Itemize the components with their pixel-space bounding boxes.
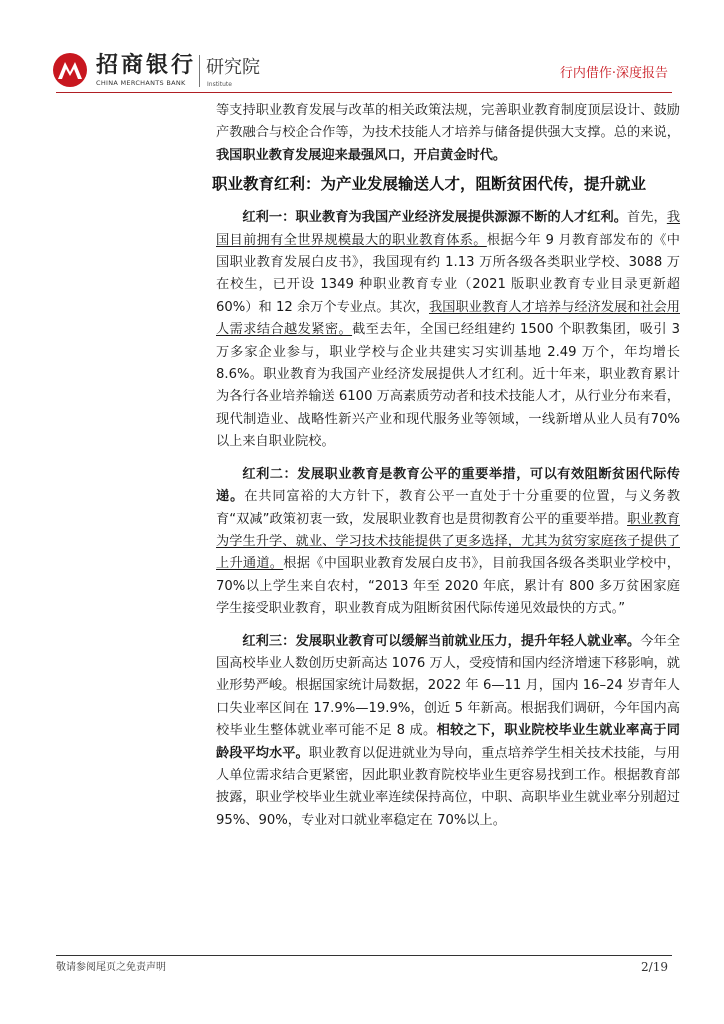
section-title: 职业教育红利：为产业发展输送人才，阻断贫困代传，提升就业 — [212, 175, 647, 194]
brand-name-en: CHINA MERCHANTS BANK — [96, 79, 186, 87]
dividend-2-underline-1: 职业教育为学生升学、就业、学习技术技能提供了更多选择，尤其为贫穷家庭孩子提供了上升通道。 — [216, 511, 680, 572]
intro-paragraph — [216, 100, 680, 167]
disclaimer-notice: 敬请参阅尾页之免责声明 — [56, 962, 166, 973]
page-number: 2/19 — [641, 960, 668, 974]
header-rule — [56, 92, 672, 93]
report-type: 行内借作·深度报告 — [559, 66, 668, 81]
dividend-3-bold-1: 相较之下，职业院校毕业生就业率高于同龄段平均水平。 — [216, 723, 680, 761]
dividend-1-text-3: 截至去年，全国已经组建约 1500 个职教集团，吸引 3 万多家企业参与，职业学校与企业共建实习实训基地 2.49 万个，年均增长 8.6%。职业教育为我国产业经济发展提供人才红利。近十年来，职业教育累计为各行各业培养输送 6100 万高素质劳动者和技术技能人才，从行业分布来看，现代制造业、战略性新兴产业和现代服务业等领域，一线新增从业人员有70%以上来自职业院校。 — [216, 322, 681, 450]
dividend-2-text-2: 根据《中国职业教育发展白皮书》，目前我国各级各类职业学校中，70%以上学生来自农村，“2013 年至 2020 年底，累计有 800 多万贫困家庭学生接受职业教育，职业教育成为阻断贫困代际传递见效最快的方式。” — [216, 556, 680, 617]
page-header — [0, 0, 724, 95]
institute-name-en: Institute — [207, 81, 232, 88]
dividend-3-text-2: 职业教育以促进就业为导向，重点培养学生相关技术技能，与用人单位需求结合更紧密，因此职业教育院校毕业生更容易找到工作。根据教育部披露，职业学校毕业生就业率连续保持高位，中职、高职毕业生就业率分别超过 95%、90%，专业对口就业率稳定在 70%以上。 — [216, 745, 681, 828]
dividend-2-text-1: 在共同富裕的大方针下，教育公平一直处于十分重要的位置，与义务教育“双减”政策初衷一致，发展职业教育也是贯彻教育公平的重要举措。 — [216, 489, 681, 527]
dividend-2-lead: 红利二：发展职业教育是教育公平的重要举措，可以有效阻断贫困代际传递。 — [216, 466, 680, 505]
dividend-1-underline-2: 我国职业教育人才培养与经济发展和社会用人需求结合越发紧密。 — [216, 299, 680, 338]
intro-bold: 我国职业教育发展迎来最强风口，开启黄金时代。 — [216, 147, 507, 163]
dividend-1-text-2: 根据今年 9 月教育部发布的《中国职业教育发展白皮书》，我国现有约 1.13 万所各级各类职业学校、3088 万在校生，已开设 1349 种职业教育专业（2021 版职业教育专业目录更新超 60%）和 12 余万个专业点。其次， — [216, 232, 680, 315]
dividend-3-text-1: 今年全国高校毕业人数创历史新高达 1076 万人，受疫情和国内经济增速下移影响，就业形势严峻。根据国家统计局数据，2022 年 6—11 月，国内 16–24 岁青年人口失业率区间在 17.9%—19.9%，创近 5 年新高。根据我们调研，今年国内高校毕业生整体就业率可能不足 8 成。 — [216, 633, 681, 739]
dividend-1-text-1: 首先， — [627, 210, 667, 226]
dividend-1-paragraph — [216, 207, 680, 453]
main-content — [212, 100, 681, 842]
cmb-logo-icon — [52, 52, 88, 88]
dividend-1-lead: 红利一：职业教育为我国产业经济发展提供源源不断的人才红利。 — [242, 210, 628, 226]
intro-text: 等支持职业教育发展与改革的相关政策法规，完善职业教育制度顶层设计、鼓励产教融合与校企合作等，为技术技能人才培养与储备提供强大支撑。总的来说， — [216, 103, 680, 141]
dividend-3-lead: 红利三：发展职业教育可以缓解当前就业压力，提升年轻人就业率。 — [242, 633, 641, 649]
dividend-1-underline-1: 我国目前拥有全世界规模最大的职业教育体系。 — [216, 210, 681, 248]
brand-name: 招商银行 — [96, 52, 197, 78]
dividend-2-paragraph — [216, 464, 680, 621]
dividend-3-paragraph — [216, 631, 680, 833]
brand-divider — [199, 55, 200, 87]
footer-rule — [56, 955, 672, 956]
institute-name: 研究院 — [206, 57, 260, 78]
